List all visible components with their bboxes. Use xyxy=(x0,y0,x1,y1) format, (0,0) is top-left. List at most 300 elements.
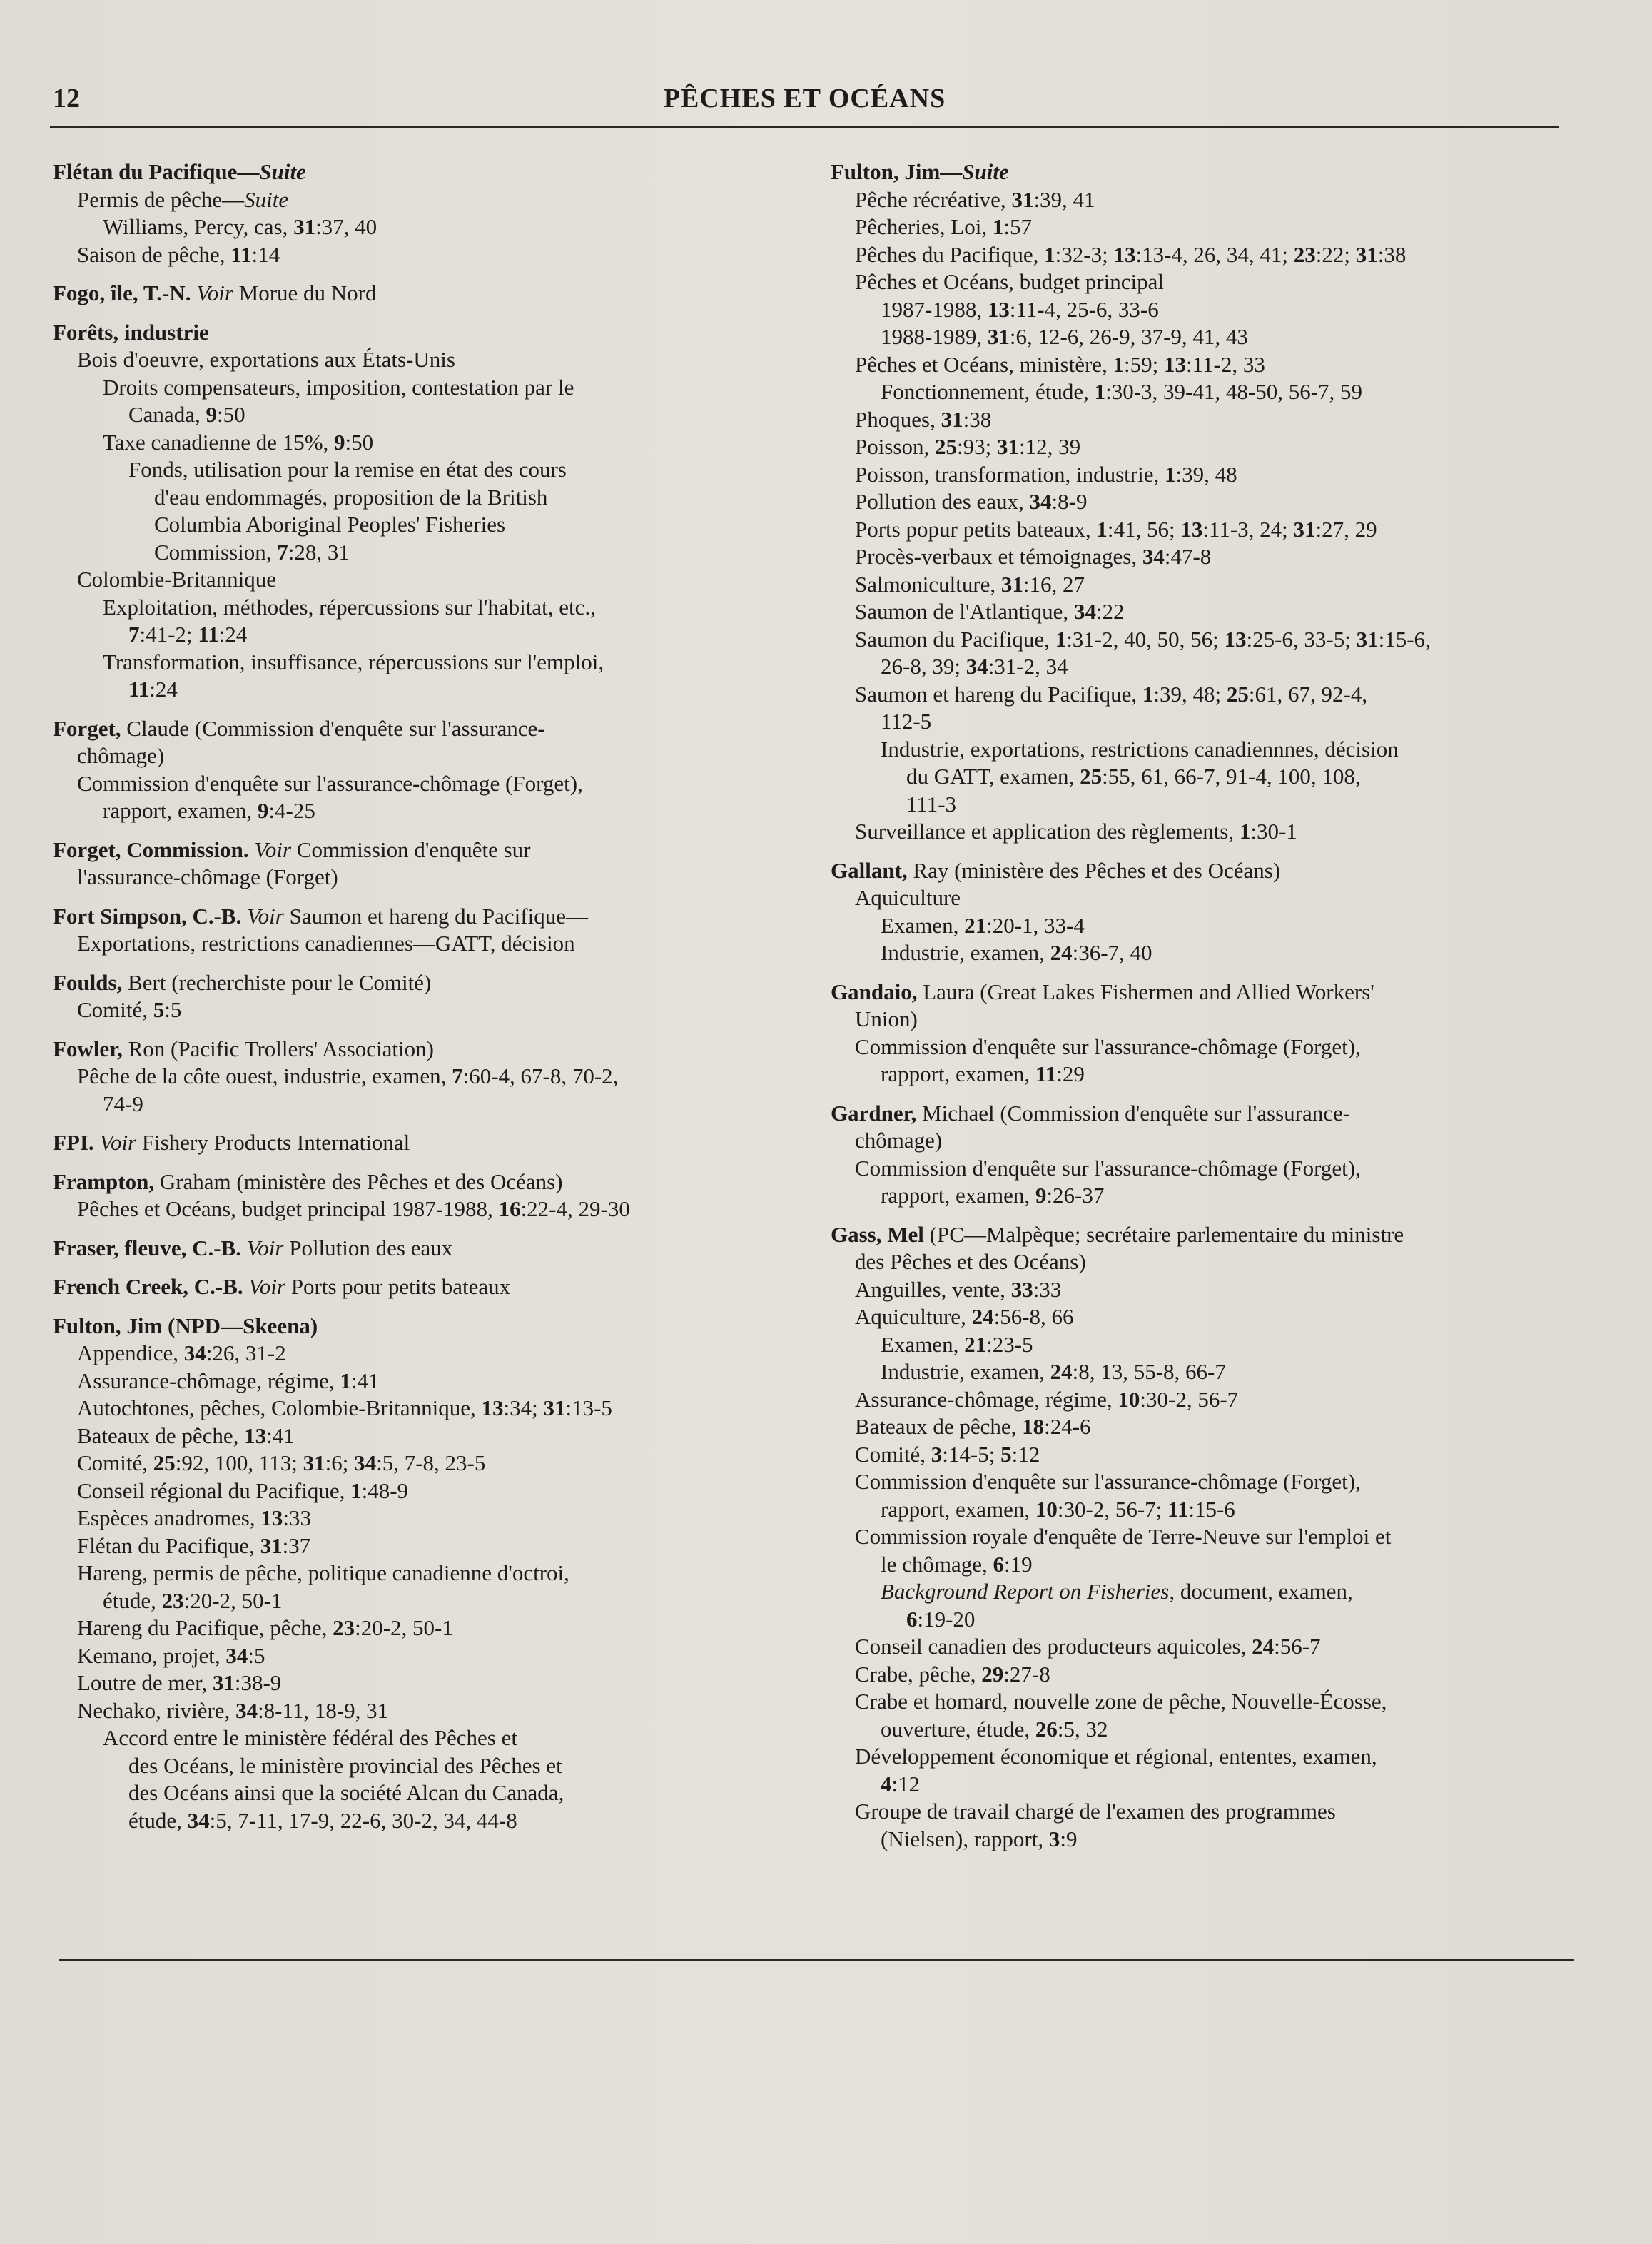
entry-heading xyxy=(831,979,1566,1006)
entry-text: Commission d'enquête sur xyxy=(291,837,531,862)
entry-text: 1 xyxy=(1142,681,1154,707)
entry-subentry xyxy=(53,1532,766,1560)
index-entry xyxy=(53,1036,766,1118)
entry-text: Suite xyxy=(962,159,1009,184)
entry-text: Industrie, exportations, restrictions canadiennnes, décision xyxy=(881,736,1399,762)
entry-text: Développement économique et régional, ententes, examen, xyxy=(855,1744,1377,1769)
entry-text: :9 xyxy=(1060,1826,1078,1851)
entry-text: :24-6 xyxy=(1044,1414,1091,1439)
entry-text: :26, 31-2 xyxy=(206,1340,286,1365)
entry-subentry xyxy=(53,1505,766,1532)
entry-text: Flétan du Pacifique— xyxy=(53,159,260,184)
entry-subentry xyxy=(53,1697,766,1725)
entry-text: :8-11, 18-9, 31 xyxy=(258,1697,389,1723)
entry-text: Fonds, utilisation pour la remise en état des cours xyxy=(128,457,567,482)
index-entry xyxy=(53,1168,766,1223)
entry-subentry xyxy=(831,1743,1566,1771)
index-entry xyxy=(53,1235,766,1263)
entry-subentry xyxy=(831,939,1566,967)
entry-text: 11 xyxy=(1035,1061,1057,1086)
entry-text: 1 xyxy=(1044,241,1055,267)
index-column-left xyxy=(53,158,766,1846)
entry-text: 4 xyxy=(881,1771,892,1796)
entry-text: :57 xyxy=(1003,214,1032,239)
entry-text: 1 xyxy=(992,214,1004,239)
entry-text: Pollution des eaux, xyxy=(855,489,1030,514)
entry-text: 1 xyxy=(1094,379,1106,404)
entry-text: 34 xyxy=(235,1697,258,1723)
entry-text: Anguilles, vente, xyxy=(855,1276,1011,1302)
entry-subentry xyxy=(53,594,766,622)
entry-text: :37, 40 xyxy=(315,214,377,239)
entry-text: :39, 48; xyxy=(1153,681,1227,707)
entry-text: document, examen, xyxy=(1175,1579,1353,1604)
entry-subentry xyxy=(831,1496,1566,1524)
entry-subentry xyxy=(831,1606,1566,1634)
entry-text: 1 xyxy=(1096,516,1108,542)
entry-text: 31 xyxy=(303,1450,325,1475)
entry-text: 6 xyxy=(906,1606,918,1632)
entry-subentry xyxy=(831,736,1566,764)
entry-subentry xyxy=(53,1063,766,1091)
entry-text: French Creek, C.-B. xyxy=(53,1274,243,1299)
entry-text: :30-1 xyxy=(1250,819,1297,844)
entry-text: :27, 29 xyxy=(1315,516,1377,542)
entry-text: 9 xyxy=(206,402,217,427)
entry-text: :33 xyxy=(283,1505,311,1530)
entry-text: Exportations, restrictions canadiennes—GATT, décision xyxy=(77,931,575,956)
entry-text: :16, 27 xyxy=(1023,571,1085,597)
entry-text: étude, xyxy=(128,1807,188,1833)
entry-text: 24 xyxy=(971,1304,994,1329)
entry-text: 10 xyxy=(1118,1386,1140,1412)
entry-text: 21 xyxy=(964,1331,987,1357)
entry-text: Bateaux de pêche, xyxy=(77,1422,245,1448)
entry-subentry xyxy=(53,797,766,825)
entry-text: Loutre de mer, xyxy=(77,1670,213,1695)
entry-text: 34 xyxy=(1142,544,1165,569)
entry-subentry xyxy=(53,566,766,594)
entry-text: Pêches du Pacifique, xyxy=(855,241,1045,267)
entry-text: Fishery Products International xyxy=(136,1130,410,1155)
entry-text: (Nielsen), rapport, xyxy=(881,1826,1049,1851)
entry-text: 112-5 xyxy=(881,709,932,734)
entry-heading xyxy=(53,837,766,864)
entry-text: 31 xyxy=(996,434,1019,459)
index-entry xyxy=(53,903,766,958)
entry-text: 7 xyxy=(128,622,140,647)
entry-text: 16 xyxy=(498,1196,521,1221)
entry-heading xyxy=(831,1221,1566,1249)
entry-subentry xyxy=(53,429,766,457)
entry-text: Graham (ministère des Pêches et des Océans) xyxy=(154,1168,563,1194)
entry-text: :12 xyxy=(891,1771,921,1796)
entry-text: Commission d'enquête sur l'assurance-chômage (Forget), xyxy=(855,1033,1361,1059)
entry-text: :24 xyxy=(149,677,178,702)
entry-text: Saumon du Pacifique, xyxy=(855,626,1055,652)
entry-subentry xyxy=(831,1061,1566,1088)
entry-text: :33 xyxy=(1033,1276,1062,1302)
entry-text: 9 xyxy=(257,798,269,823)
entry-text: Groupe de travail chargé de l'examen des programmes xyxy=(855,1799,1336,1824)
entry-text: Ports pour petits bateaux xyxy=(285,1274,511,1299)
entry-text: Pêches et Océans, budget principal xyxy=(855,269,1164,294)
entry-text: 31 xyxy=(987,324,1010,349)
entry-subentry xyxy=(53,1752,766,1780)
entry-subentry xyxy=(831,516,1566,544)
entry-subentry xyxy=(831,1331,1566,1359)
entry-text: Comité, xyxy=(77,1450,153,1475)
entry-subentry xyxy=(831,1386,1566,1414)
entry-text: 1 xyxy=(1239,819,1251,844)
entry-text: :5 xyxy=(248,1642,265,1668)
index-entry xyxy=(53,319,766,704)
entry-subentry xyxy=(53,456,766,484)
entry-text: Union) xyxy=(855,1006,918,1031)
entry-text: Accord entre le ministère fédéral des Pêches et xyxy=(103,1725,517,1750)
entry-text: Examen, xyxy=(881,1331,965,1357)
entry-subentry xyxy=(831,378,1566,406)
entry-subentry xyxy=(831,241,1566,269)
entry-text: 13 xyxy=(1164,351,1187,377)
entry-text: Background Report on Fisheries, xyxy=(881,1579,1175,1604)
entry-text: des Océans ainsi que la société Alcan du Canada, xyxy=(128,1780,564,1805)
entry-subentry xyxy=(53,742,766,770)
entry-subentry xyxy=(831,1033,1566,1061)
entry-subentry xyxy=(831,268,1566,296)
entry-heading xyxy=(831,158,1566,186)
entry-text: :20-1, 33-4 xyxy=(986,912,1085,938)
entry-text: Examen, xyxy=(881,912,965,938)
entry-text: :48-9 xyxy=(361,1477,409,1503)
entry-text: Poisson, xyxy=(855,434,935,459)
entry-subentry xyxy=(831,1127,1566,1155)
entry-text: :47-8 xyxy=(1164,544,1212,569)
entry-text: :56-8, 66 xyxy=(993,1304,1074,1329)
entry-subentry xyxy=(831,433,1566,461)
entry-text: 34 xyxy=(183,1340,206,1365)
entry-subentry xyxy=(53,1091,766,1118)
entry-text: 13 xyxy=(244,1422,267,1448)
entry-subentry xyxy=(53,1779,766,1807)
entry-text: Gandaio, xyxy=(831,979,918,1004)
entry-text: 5 xyxy=(1000,1441,1012,1467)
entry-text: d'eau endommagés, proposition de la British xyxy=(154,484,548,510)
entry-subentry xyxy=(53,1340,766,1368)
entry-text: Colombie-Britannique xyxy=(77,567,276,592)
entry-text: l'assurance-chômage (Forget) xyxy=(77,864,338,889)
entry-subentry xyxy=(831,1303,1566,1331)
entry-subentry xyxy=(53,186,766,214)
entry-text: Hareng, permis de pêche, politique canadienne d'octroi, xyxy=(77,1560,569,1585)
entry-subentry xyxy=(831,406,1566,434)
entry-text: ouverture, étude, xyxy=(881,1716,1035,1742)
entry-text: Pollution des eaux xyxy=(283,1235,453,1260)
entry-heading xyxy=(831,1100,1566,1128)
entry-text: :19 xyxy=(1004,1551,1033,1577)
entry-text: Voir xyxy=(99,1130,137,1155)
entry-text: 31 xyxy=(941,406,963,432)
page-number: 12 xyxy=(53,84,80,113)
entry-text: 23 xyxy=(333,1615,355,1640)
entry-subentry xyxy=(53,1669,766,1697)
entry-text: Assurance-chômage, régime, xyxy=(77,1368,340,1393)
entry-text: 31 xyxy=(543,1395,566,1420)
entry-heading xyxy=(53,280,766,308)
entry-text: 9 xyxy=(1035,1183,1047,1208)
entry-text: 1 xyxy=(340,1368,351,1393)
entry-text: 11 xyxy=(128,677,150,702)
index-column-right xyxy=(831,158,1566,1864)
entry-text: 18 xyxy=(1022,1414,1045,1439)
entry-text: :93; xyxy=(956,434,997,459)
running-title: PÊCHES ET OCÉANS xyxy=(663,84,946,113)
entry-text: :12, 39 xyxy=(1018,434,1081,459)
entry-subentry xyxy=(53,1560,766,1587)
entry-text: Autochtones, pêches, Colombie-Britannique, xyxy=(77,1395,482,1420)
entry-subentry xyxy=(831,213,1566,241)
entry-subentry xyxy=(53,1724,766,1752)
entry-subentry xyxy=(53,213,766,241)
entry-text: 24 xyxy=(1252,1634,1275,1659)
entry-text: Suite xyxy=(244,186,289,212)
entry-text: Transformation, insuffisance, répercussions sur l'emploi, xyxy=(103,649,604,674)
entry-subentry xyxy=(831,912,1566,940)
entry-text: Surveillance et application des règlements, xyxy=(855,819,1240,844)
entry-subentry xyxy=(831,884,1566,912)
entry-text: Pêches et Océans, budget principal 1987-1988, xyxy=(77,1196,499,1221)
entry-text: 13 xyxy=(1113,241,1136,267)
entry-subentry xyxy=(831,1276,1566,1304)
entry-text: :29 xyxy=(1056,1061,1085,1086)
entry-text: Commission royale d'enquête de Terre-Neuve sur l'emploi et xyxy=(855,1524,1392,1549)
entry-subentry xyxy=(831,1155,1566,1183)
entry-subentry xyxy=(831,818,1566,846)
entry-text: :15-6 xyxy=(1188,1496,1235,1522)
entry-subentry xyxy=(53,1642,766,1670)
entry-subentry xyxy=(831,1578,1566,1606)
entry-text: des Pêches et des Océans) xyxy=(855,1249,1086,1274)
entry-subentry xyxy=(53,539,766,567)
entry-text: Gardner, xyxy=(831,1100,917,1126)
entry-text: 25 xyxy=(153,1450,176,1475)
entry-subentry xyxy=(831,681,1566,709)
entry-text: :38 xyxy=(1377,241,1407,267)
entry-subentry xyxy=(53,676,766,704)
entry-text: Crabe et homard, nouvelle zone de pêche, Nouvelle-Écosse, xyxy=(855,1689,1387,1714)
entry-text: Nechako, rivière, xyxy=(77,1697,236,1723)
entry-text: Salmoniculture, xyxy=(855,571,1001,597)
entry-text: 13 xyxy=(1224,626,1247,652)
entry-text: 21 xyxy=(964,912,987,938)
entry-text: 31 xyxy=(1355,241,1378,267)
entry-subentry xyxy=(53,1450,766,1477)
entry-text: :11-4, 25-6, 33-6 xyxy=(1009,296,1159,322)
entry-text: :20-2, 50-1 xyxy=(355,1615,453,1640)
index-entry xyxy=(831,158,1566,846)
entry-subentry xyxy=(831,1551,1566,1579)
entry-text: :25-6, 33-5; xyxy=(1246,626,1357,652)
entry-subentry xyxy=(53,1587,766,1615)
entry-text: :59; xyxy=(1124,351,1165,377)
entry-text: 1 xyxy=(1055,626,1067,652)
entry-text: :14-5; xyxy=(942,1441,1001,1467)
entry-subentry xyxy=(831,1006,1566,1033)
entry-text: :61, 67, 92-4, xyxy=(1248,681,1368,707)
entry-text: :22 xyxy=(1095,599,1125,624)
entry-subentry xyxy=(53,930,766,958)
entry-text: 13 xyxy=(481,1395,504,1420)
entry-text: 1 xyxy=(350,1477,362,1503)
index-entry xyxy=(53,837,766,891)
entry-text: Assurance-chômage, régime, xyxy=(855,1386,1118,1412)
entry-text: 7 xyxy=(452,1063,463,1088)
entry-text xyxy=(241,1235,247,1260)
entry-text: Fulton, Jim (NPD—Skeena) xyxy=(53,1313,318,1338)
index-entry xyxy=(831,979,1566,1088)
entry-text: Fonctionnement, étude, xyxy=(881,379,1095,404)
entry-text: :32-3; xyxy=(1055,241,1114,267)
entry-text: Fort Simpson, C.-B. xyxy=(53,903,242,929)
entry-text: :6, 12-6, 26-9, 37-9, 41, 43 xyxy=(1009,324,1248,349)
entry-text: FPI. xyxy=(53,1130,94,1155)
entry-text: rapport, examen, xyxy=(881,1496,1035,1522)
entry-text: Fulton, Jim— xyxy=(831,159,963,184)
entry-text: 9 xyxy=(334,429,345,455)
entry-text: 24 xyxy=(1050,940,1073,965)
entry-text: :30-2, 56-7 xyxy=(1140,1386,1239,1412)
entry-text: Saumon et hareng du Pacifique, xyxy=(855,681,1142,707)
entry-text: 29 xyxy=(981,1661,1004,1687)
entry-text: 25 xyxy=(1080,764,1103,789)
entry-text: Kemano, projet, xyxy=(77,1642,226,1668)
entry-text: :31-2, 40, 50, 56; xyxy=(1066,626,1225,652)
entry-text: 7 xyxy=(277,539,288,565)
entry-text: 34 xyxy=(187,1807,210,1833)
entry-heading xyxy=(53,715,766,743)
entry-text: :5, 32 xyxy=(1057,1716,1108,1742)
entry-text: 33 xyxy=(1010,1276,1033,1302)
entry-subentry xyxy=(53,864,766,891)
entry-text: :31-2, 34 xyxy=(988,654,1068,679)
entry-text: Pêcheries, Loi, xyxy=(855,214,993,239)
entry-text: :55, 61, 66-7, 91-4, 100, 108, xyxy=(1102,764,1361,789)
entry-text: :28, 31 xyxy=(288,539,350,565)
entry-text: 34 xyxy=(354,1450,377,1475)
entry-subentry xyxy=(831,1413,1566,1441)
entry-text: Espèces anadromes, xyxy=(77,1505,261,1530)
entry-text: des Océans, le ministère provincial des Pêches et xyxy=(128,1752,562,1778)
entry-subentry xyxy=(831,763,1566,791)
entry-text: Exploitation, méthodes, répercussions sur l'habitat, etc., xyxy=(103,594,596,620)
entry-text: :5 xyxy=(164,997,182,1022)
entry-subentry xyxy=(831,1798,1566,1826)
entry-text: :12 xyxy=(1011,1441,1040,1467)
entry-text: Commission d'enquête sur l'assurance-chômage (Forget), xyxy=(855,1469,1361,1494)
entry-text: Saumon de l'Atlantique, xyxy=(855,599,1074,624)
entry-subentry xyxy=(53,649,766,677)
entry-heading xyxy=(53,319,766,347)
entry-subentry xyxy=(53,1196,766,1223)
index-entry xyxy=(831,1100,1566,1210)
entry-text: :39, 48 xyxy=(1175,461,1237,487)
entry-text: 11 xyxy=(1167,1496,1189,1522)
entry-text: 34 xyxy=(225,1642,248,1668)
entry-text: 13 xyxy=(1180,516,1203,542)
entry-text: 6 xyxy=(993,1551,1005,1577)
entry-text: Saumon et hareng du Pacifique— xyxy=(283,903,588,929)
entry-text: Saison de pêche, xyxy=(77,241,231,267)
entry-text: Pêche de la côte ouest, industrie, examen, xyxy=(77,1063,452,1088)
entry-text: 31 xyxy=(1011,186,1034,212)
entry-text: :27-8 xyxy=(1003,1661,1050,1687)
entry-text: Ray (ministère des Pêches et des Océans) xyxy=(907,857,1281,883)
entry-text: :26-37 xyxy=(1046,1183,1105,1208)
entry-text: Bateaux de pêche, xyxy=(855,1414,1023,1439)
entry-subentry xyxy=(831,598,1566,626)
entry-subentry xyxy=(831,1633,1566,1661)
entry-subentry xyxy=(831,1771,1566,1799)
index-entry xyxy=(53,715,766,825)
entry-text: :4-25 xyxy=(268,798,315,823)
entry-text: 3 xyxy=(1048,1826,1060,1851)
entry-text: 3 xyxy=(931,1441,943,1467)
entry-subentry xyxy=(831,1661,1566,1689)
entry-heading xyxy=(831,857,1566,885)
entry-text: Forget, xyxy=(53,715,121,741)
entry-subentry xyxy=(831,1688,1566,1716)
entry-text: Flétan du Pacifique, xyxy=(77,1532,260,1558)
entry-text: Poisson, transformation, industrie, xyxy=(855,461,1165,487)
entry-subentry xyxy=(831,1182,1566,1210)
entry-subentry xyxy=(53,241,766,269)
entry-text: 1988-1989, xyxy=(881,324,988,349)
entry-subentry xyxy=(831,791,1566,819)
entry-text: 1987-1988, xyxy=(881,296,988,322)
entry-subentry xyxy=(831,351,1566,379)
entry-heading xyxy=(53,969,766,997)
entry-text: Taxe canadienne de 15%, xyxy=(103,429,335,455)
entry-subentry xyxy=(831,1248,1566,1276)
entry-text: :11-3, 24; xyxy=(1202,516,1294,542)
entry-text: :30-3, 39-41, 48-50, 56-7, 59 xyxy=(1105,379,1363,404)
entry-text: Comité, xyxy=(77,997,153,1022)
entry-text: :41-2; xyxy=(139,622,198,647)
entry-text: 31 xyxy=(293,214,316,239)
entry-text: Procès-verbaux et témoignages, xyxy=(855,544,1142,569)
entry-text: :39, 41 xyxy=(1033,186,1095,212)
entry-text: :41 xyxy=(266,1422,295,1448)
entry-text: :20-2, 50-1 xyxy=(183,1587,283,1613)
entry-text: Permis de pêche— xyxy=(77,186,245,212)
entry-text: Voir xyxy=(247,903,284,929)
entry-text: Claude (Commission d'enquête sur l'assurance- xyxy=(121,715,545,741)
entry-text: 5 xyxy=(153,997,165,1022)
index-entry xyxy=(53,1273,766,1301)
entry-subentry xyxy=(831,626,1566,654)
entry-subentry xyxy=(831,1468,1566,1496)
entry-subentry xyxy=(831,1441,1566,1469)
entry-heading xyxy=(53,903,766,931)
entry-text: :15-6, xyxy=(1378,626,1431,652)
entry-text: Ports popur petits bateaux, xyxy=(855,516,1097,542)
entry-text: 31 xyxy=(1000,571,1023,597)
entry-text: Commission d'enquête sur l'assurance-chômage (Forget), xyxy=(855,1155,1361,1181)
entry-text: 34 xyxy=(1073,599,1096,624)
entry-heading xyxy=(53,1168,766,1196)
entry-subentry xyxy=(831,1358,1566,1386)
entry-text: Frampton, xyxy=(53,1168,155,1194)
